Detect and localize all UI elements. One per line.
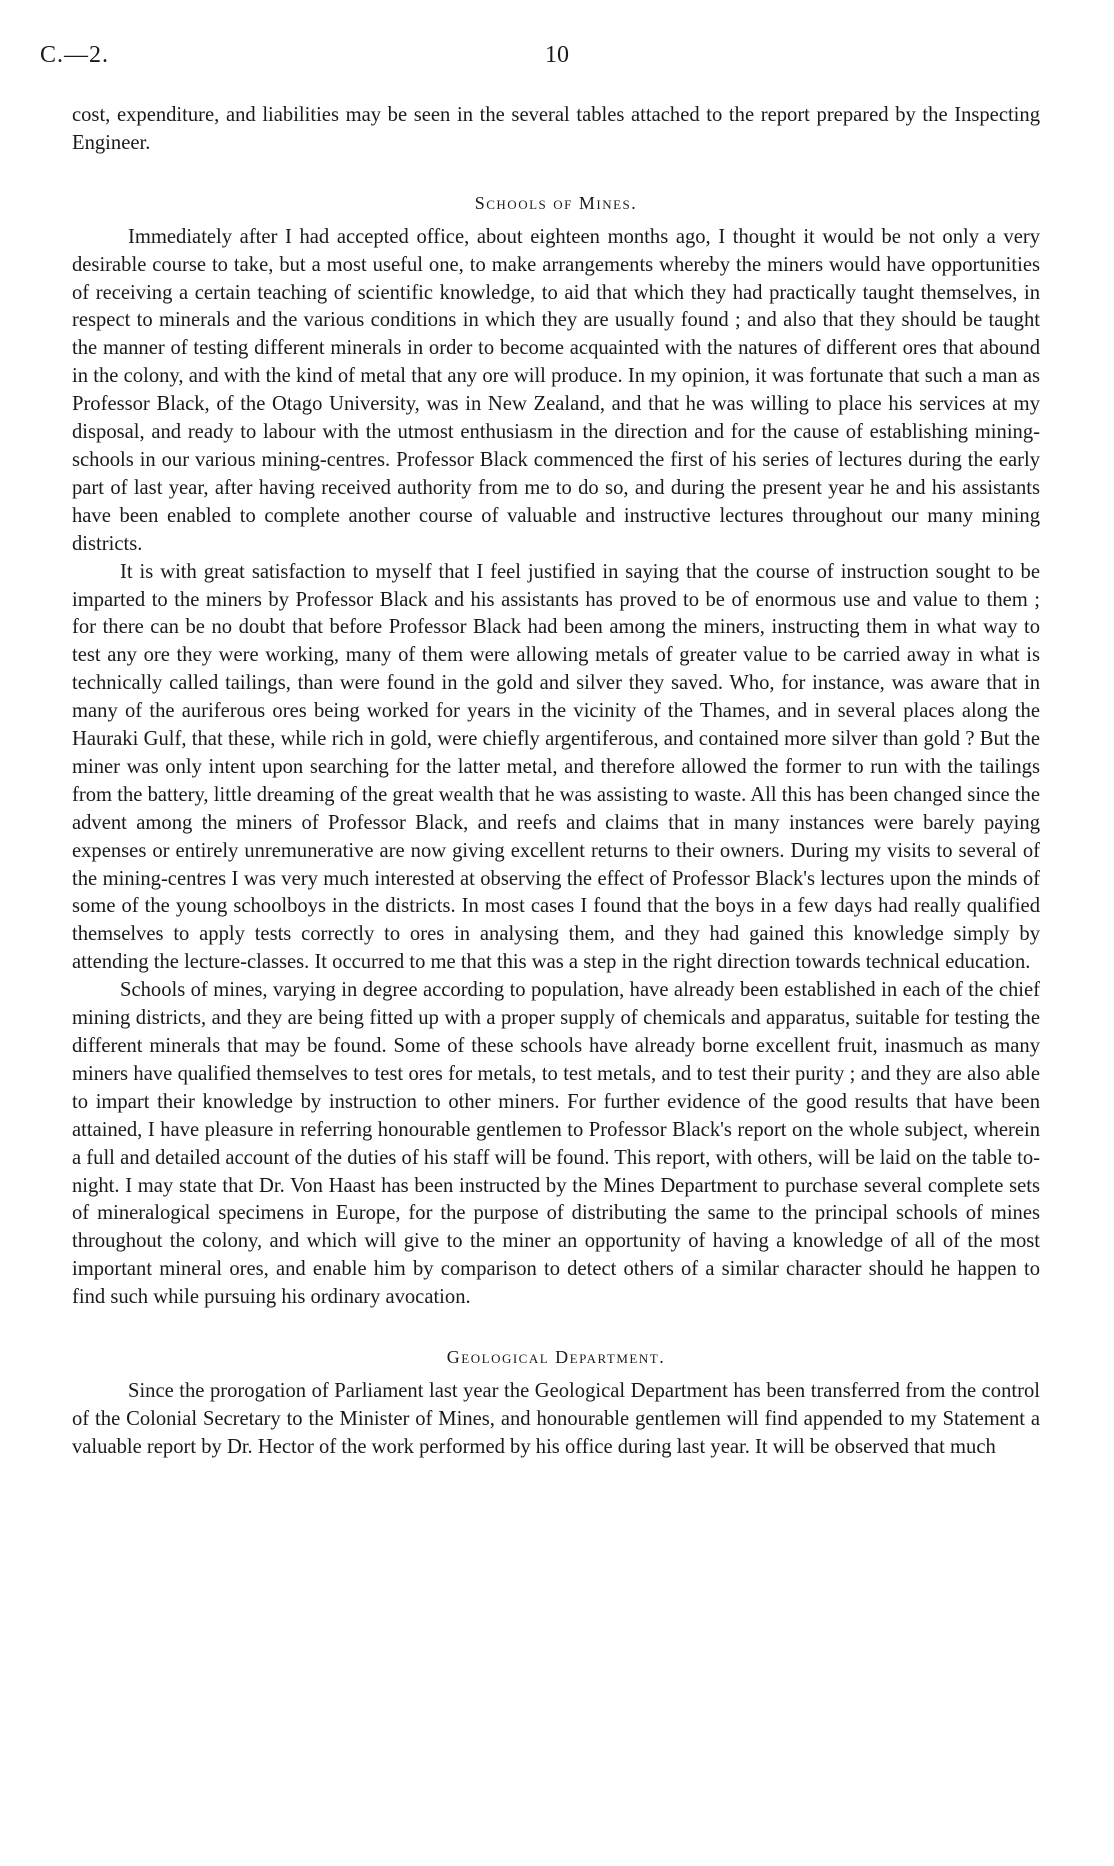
paragraph: Since the prorogation of Parliament last year the Geological Department has been transferred from the control of the Colonial Secretary to the Minister of Mines, and honourable gentlemen will find appended to my Statement a valuable report by Dr. Hector of the work performed by his office during last year. It will be observed that much — [72, 1379, 1040, 1458]
paragraph: Schools of mines, varying in degree according to population, have already been established in each of the chief mining districts, and they are being fitted up with a proper supply of chemicals and apparatus, suitable for testing the different minerals that may be found. Some of these schools have already borne excellent fruit, inasmuch as many miners have qualified themselves to test ores for metals, to test metals, and to test their purity ; and they are also able to impart their knowledge by instruction to other miners. For further evidence of the good results that have been attained, I have pleasure in referring honourable gentlemen to Professor Black's report on the whole subject, wherein a full and detailed account of the duties of his staff will be found. This report, with others, will be laid on the table to-night. I may state that Dr. Von Haast has been instructed by the Mines Department to purchase several complete sets of mineralogical specimens in Europe, for the purpose of distributing the same to the principal schools of mines throughout the colony, and which will give to the miner an opportunity of having a knowledge of all of the most important mineral ores, and enable him by comparison to detect others of a similar character should he happen to find such while pursuing his ordinary avocation. — [72, 979, 1040, 1309]
page-body — [72, 102, 1040, 1462]
document-reference: C.—2. — [40, 42, 110, 68]
paragraph: Immediately after I had accepted office, about eighteen months ago, I thought it would be not only a very desirable course to take, but a most useful one, to make arrangements whereby the miners would have opportunities of receiving a certain teaching of scientific knowledge, to aid that which they had practically taught themselves, in respect to minerals and the various conditions in which they are usually found ; and also that they should be taught the manner of testing different minerals in order to become acquainted with the natures of different ores that abound in the colony, and with the kind of metal that any ore will produce. In my opinion, it was fortunate that such a man as Professor Black, of the Otago University, was in New Zealand, and that he was willing to place his services at my disposal, and ready to labour with the utmost enthusiasm in the direction and for the cause of establishing mining-schools in our various mining-centres. Professor Black commenced the first of his series of lectures during the early part of last year, after having received authority from me to do so, and during the present year he and his assistants have been enabled to complete another course of valuable and instructive lectures throughout our many mining districts. — [72, 225, 1040, 555]
section-heading-geological-department: Geological Department. — [446, 1347, 666, 1368]
section-heading-schools-of-mines: Schools of Mines. — [474, 192, 638, 213]
paragraph: It is with great satisfaction to myself that I feel justified in saying that the course of instruction sought to be imparted to the miners by Professor Black and his assistants has proved to be of enormous use and value to them ; for there can be no doubt that before Professor Black had been among the miners, instructing them in what way to test any ore they were working, many of them were allowing metals of greater value to be carried away in what is technically called tailings, than were found in the gold and silver they saved. Who, for instance, was aware that in many of the auriferous ores being worked for years in the vicinity of the Thames, and in several places along the Hauraki Gulf, that these, while rich in gold, were chiefly argentiferous, and contained more silver than gold ? But the miner was only intent upon searching for the latter metal, and therefore allowed the former to run with the tailings from the battery, little dreaming of the great wealth that he was assisting to waste. All this has been changed since the advent among the miners of Professor Black, and reefs and claims that in many instances were barely paying expenses or entirely unremunerative are now giving excellent returns to their owners. During my visits to several of the mining-centres I was very much interested at observing the effect of Professor Black's lectures upon the minds of some of the young schoolboys in the districts. In most cases I found that the boys in a few days had really qualified themselves to apply tests correctly to ores in analysing them, and they had gained this knowledge simply by attending the lecture-classes. It occurred to me that this was a step in the right direction towards technical education. — [72, 560, 1040, 974]
page-number: 10 — [545, 42, 569, 68]
page-header — [40, 42, 1074, 82]
continuation-paragraph: cost, expenditure, and liabilities may be seen in the several tables attached to the report prepared by the Inspecting Engineer. — [72, 104, 1040, 154]
